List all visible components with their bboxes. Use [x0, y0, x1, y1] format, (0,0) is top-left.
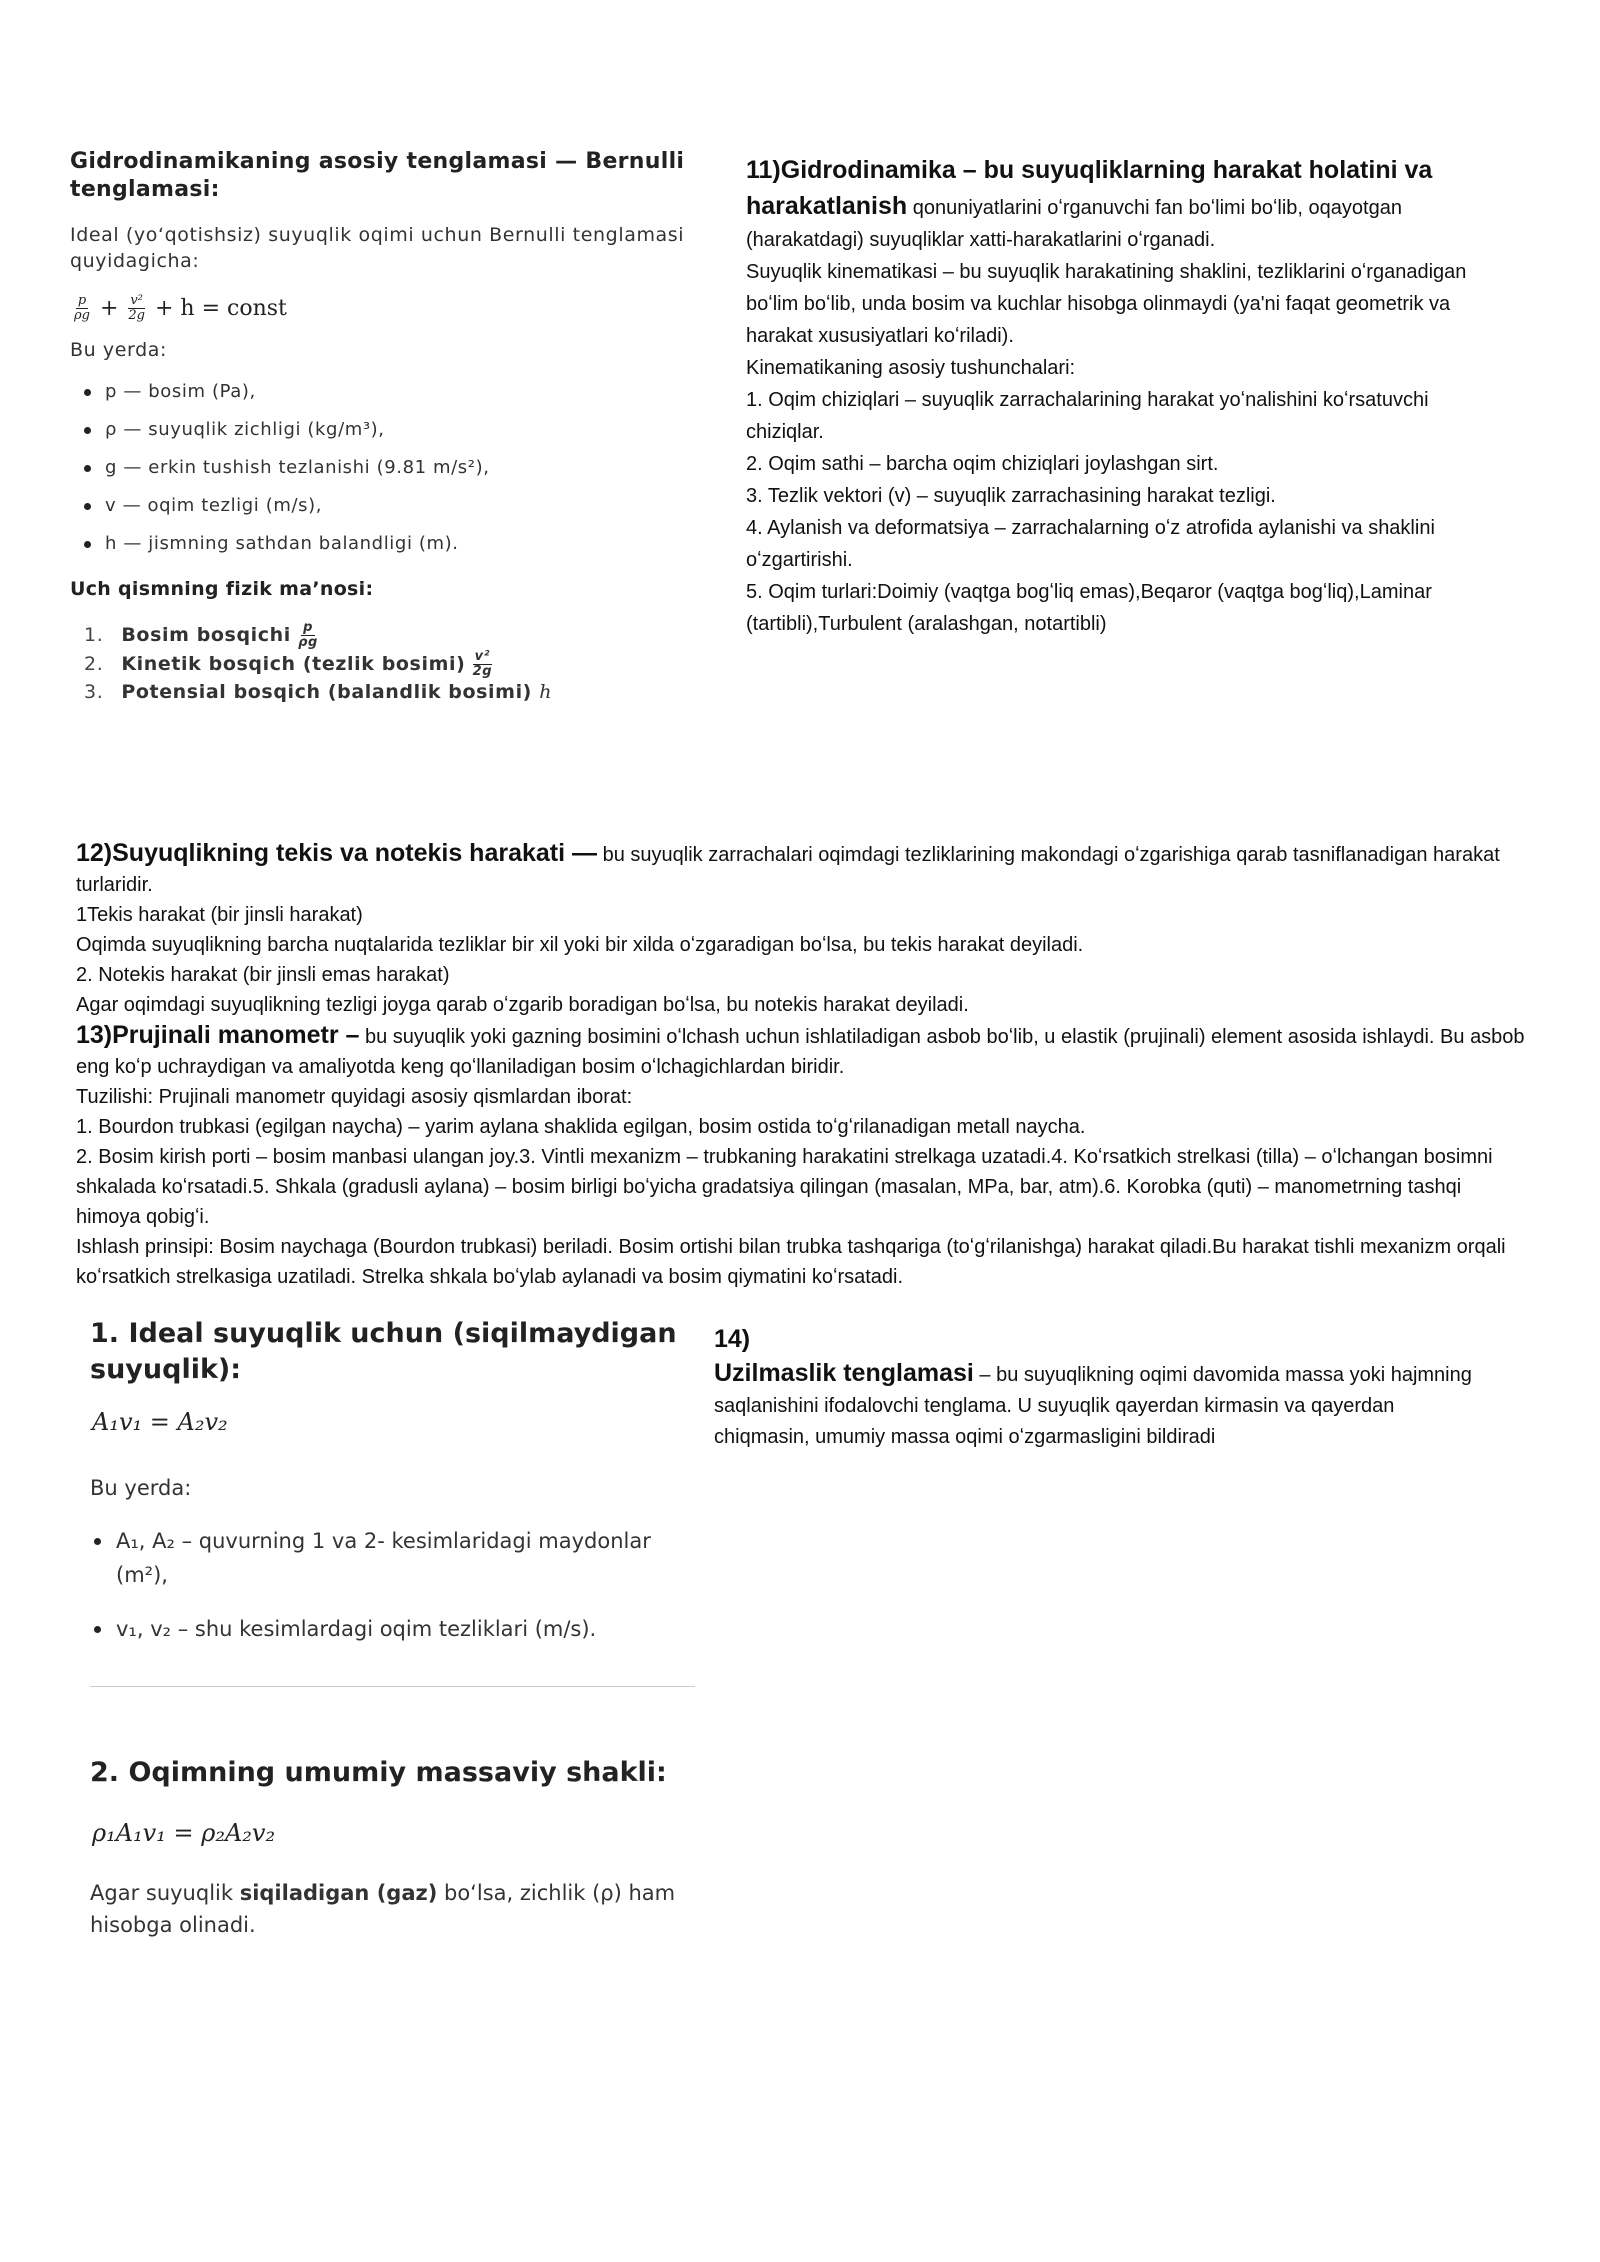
continuity-screenshot-image	[90, 1316, 700, 2096]
continuity-formula: A₁v₁ = A₂v₂	[92, 1408, 228, 1436]
list-item: 3. Potensial bosqich (balandlik bosimi) h	[84, 681, 553, 703]
section-14	[714, 1322, 1494, 1453]
ideal-fluid-heading: 1. Ideal suyuqlik uchun (siqilmaydigan suyuqlik):	[90, 1318, 677, 1385]
section-14-number: 14)	[714, 1325, 751, 1353]
section-12-intro: 12)Suyuqlikning tekis va notekis harakati — bu suyuqlik zarrachalari oqimdagi tezliklarining makondagi oʻzgarishiga qarab tasniflanadigan harakat turlaridir.	[76, 839, 1500, 896]
paragraph: Ishlash prinsipi: Bosim naychaga (Bourdon trubkasi) beriladi. Bosim ortishi bilan trubka tashqariga (toʻgʻrilanishga) harakat qiladi.Bu harakat tishli mexanizm orqali koʻrsatkich strelkasiga uzatiladi. Strelka shkala boʻylab aylanadi va bosim qiymatini koʻrsatadi.	[76, 1236, 1506, 1288]
formula-rest: + h = const	[155, 296, 287, 321]
paragraph: 1. Bourdon trubkasi (egilgan naycha) – yarim aylana shaklida egilgan, bosim ostida toʻgʻrilanadigan metall naycha.	[76, 1116, 1086, 1138]
bullet-icon	[84, 465, 91, 472]
bullet-icon	[84, 503, 91, 510]
bullet-icon	[94, 1538, 101, 1545]
variable-list	[90, 1524, 700, 1646]
list-item: v₁, v₂ – shu kesimlardagi oqim tezliklari (m/s).	[90, 1612, 700, 1646]
list-item: ρ — suyuqlik zichligi (kg/m³),	[70, 411, 730, 449]
paragraph: 4. Aylanish va deformatsiya – zarrachalarning oʻz atrofida aylanishi va shaklini oʻzgartirishi.	[746, 517, 1435, 571]
bu-yerda-label: Bu yerda:	[70, 339, 168, 361]
section-14-heading: Uzilmaslik tenglamasi	[714, 1359, 974, 1387]
bu-yerda-label: Bu yerda:	[90, 1476, 192, 1500]
section-13-heading: 13)Prujinali manometr –	[76, 1021, 360, 1049]
paragraph: Tuzilishi: Prujinali manometr quyidagi asosiy qismlardan iborat:	[76, 1086, 633, 1108]
paragraph: Oqimda suyuqlikning barcha nuqtalarida tezliklar bir xil yoki bir xilda oʻzgaradigan boʻlsa, bu tekis harakat deyiladi.	[76, 934, 1084, 956]
section-12-heading: 12)Suyuqlikning tekis va notekis harakati —	[76, 839, 598, 867]
paragraph: 5. Oqim turlari:Doimiy (vaqtga bogʻliq emas),Beqaror (vaqtga bogʻliq),Laminar (tartibli),Turbulent (aralashgan, notartibli)	[746, 581, 1432, 635]
bernoulli-title: Gidrodinamikaning asosiy tenglamasi — Bernulli tenglamasi:	[70, 149, 685, 202]
paragraph: Suyuqlik kinematikasi – bu suyuqlik harakatining shaklini, tezliklarini oʻrganadigan boʻlim boʻlib, unda bosim va kuchlar hisobga olinmaydi (ya'ni faqat geometrik va harakat xususiyatlari koʻriladi).	[746, 261, 1467, 347]
gas-note: Agar suyuqlik siqiladigan (gaz) bo‘lsa, zichlik (ρ) ham hisobga olinadi.	[90, 1881, 676, 1937]
list-item: 1. Bosim bosqichi $\frac{p}{\rho g}$	[84, 620, 318, 650]
paragraph: 1. Oqim chiziqlari – suyuqlik zarrachalarining harakat yoʻnalishini koʻrsatuvchi chiziqlar.	[746, 389, 1429, 443]
list-item: 2. Kinetik bosqich (tezlik bosimi) $\frac{\text{v²}}{2g}$	[84, 649, 493, 679]
sections-12-13	[76, 838, 1526, 1292]
paragraph: 2. Oqim sathi – barcha oqim chiziqlari joylashgan sirt.	[746, 453, 1219, 475]
section-11-heading: 11)Gidrodinamika – bu suyuqliklarning harakat holatini va harakatlanish	[746, 156, 1433, 220]
bullet-icon	[84, 427, 91, 434]
divider	[90, 1686, 695, 1687]
paragraph: Agar oqimdagi suyuqlikning tezligi joyga qarab oʻzgarib boradigan boʻlsa, bu notekis harakat deyiladi.	[76, 994, 969, 1016]
mass-form-heading: 2. Oqimning umumiy massaviy shakli:	[90, 1757, 667, 1788]
paragraph: 1Tekis harakat (bir jinsli harakat)	[76, 904, 363, 926]
bernoulli-formula: $\frac{p}{\rho g}$ + $\frac{\text{v²}}{2g}$ + h = const	[74, 293, 287, 323]
paragraph: 3. Tezlik vektori (v) – suyuqlik zarrachasining harakat tezligi.	[746, 485, 1276, 507]
list-item: A₁, A₂ – quvurning 1 va 2- kesimlaridagi maydonlar (m²),	[90, 1524, 700, 1592]
mass-continuity-formula: ρ₁A₁v₁ = ρ₂A₂v₂	[92, 1819, 276, 1847]
section-13-intro: 13)Prujinali manometr – bu suyuqlik yoki gazning bosimini oʻlchash uchun ishlatiladigan asbob boʻlib, u elastik (prujinali) element asosida ishlaydi. Bu asbob eng koʻp uchraydigan va amaliyotda keng qoʻllaniladigan bosim oʻlchagichlardan biridir.	[76, 1021, 1525, 1078]
variable-list	[70, 373, 730, 563]
bullet-icon	[94, 1626, 101, 1633]
section-14-text: – bu suyuqlikning oqimi davomida massa yoki hajmning saqlanishini ifodalovchi tenglama. U suyuqlik qayerdan kirmasin va qayerdan chiqmasin, umumiy massa oqimi oʻzgarmasligini bildiradi	[714, 1364, 1472, 1448]
list-item: v — oqim tezligi (m/s),	[70, 487, 730, 525]
bernoulli-intro: Ideal (yo‘qotishsiz) suyuqlik oqimi uchun Bernulli tenglamasi quyidagicha:	[70, 224, 685, 272]
section-11-heading-rest: qonuniyatlarini oʻrganuvchi fan boʻlimi boʻlib, oqayotgan (harakatdagi) suyuqliklar xatti-harakatlarini oʻrganadi.	[746, 197, 1402, 251]
paragraph: 2. Notekis harakat (bir jinsli emas harakat)	[76, 964, 450, 986]
parts-list	[70, 621, 730, 705]
bullet-icon	[84, 389, 91, 396]
paragraph: 2. Bosim kirish porti – bosim manbasi ulangan joy.3. Vintli mexanizm – trubkaning harakatini strelkaga uzatadi.4. Koʻrsatkich strelkasi (tilla) – oʻlchangan bosimni shkalada koʻrsatadi.5. Shkala (gradusli aylana) – bosim birligi boʻyicha gradatsiya qilingan (masalan, MPa, bar, atm).6. Korobka (qutі) – manometrning tashqi himoya qobigʻi.	[76, 1146, 1493, 1228]
list-item: p — bosim (Pa),	[70, 373, 730, 411]
bernoulli-screenshot-image	[70, 148, 730, 798]
section-11	[746, 152, 1508, 640]
list-item: g — erkin tushish tezlanishi (9.81 m/s²),	[70, 449, 730, 487]
list-item: h — jismning sathdan balandligi (m).	[70, 525, 730, 563]
meaning-title: Uch qismning fizik ma’nosi:	[70, 578, 374, 600]
bullet-icon	[84, 541, 91, 548]
paragraph: Kinematikaning asosiy tushunchalari:	[746, 357, 1076, 379]
